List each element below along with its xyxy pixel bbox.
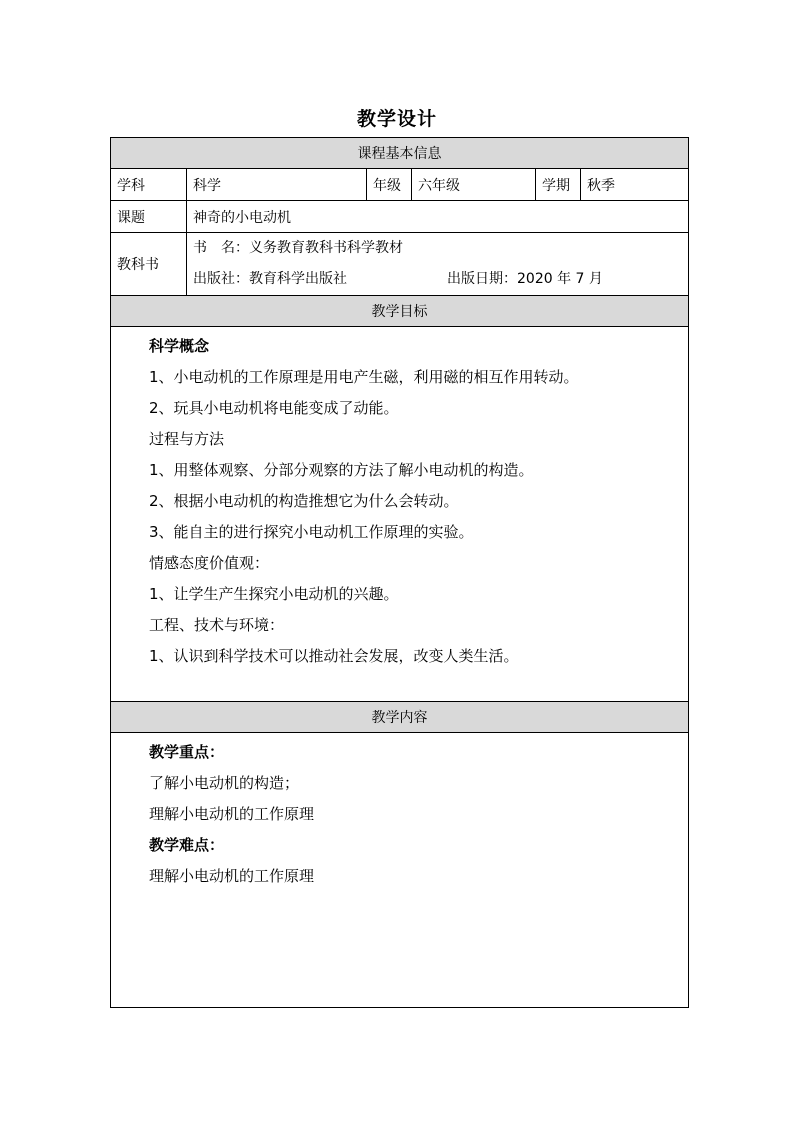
objectives-block bbox=[111, 327, 689, 702]
objective-line: 工程、技术与环境： bbox=[149, 616, 285, 634]
textbook-name: 书 名：义务教育教科书科学教材 bbox=[193, 240, 403, 256]
term-label: 学期 bbox=[536, 169, 581, 201]
basic-info-header-row bbox=[111, 138, 689, 169]
objective-line: 科学概念 bbox=[149, 337, 210, 355]
textbook-info bbox=[187, 233, 689, 296]
subject-label: 学科 bbox=[111, 169, 187, 201]
topic-row bbox=[111, 201, 689, 233]
content-row bbox=[111, 733, 689, 1008]
content-line: 教学重点： bbox=[149, 743, 225, 761]
objective-line: 过程与方法 bbox=[149, 430, 225, 448]
objective-line: 1、让学生产生探究小电动机的兴趣。 bbox=[149, 585, 399, 603]
objective-line: 3、能自主的进行探究小电动机工作原理的实验。 bbox=[149, 523, 474, 541]
content-line: 理解小电动机的工作原理 bbox=[149, 805, 315, 823]
objective-line: 1、小电动机的工作原理是用电产生磁，利用磁的相互作用转动。 bbox=[149, 368, 579, 386]
objective-line: 1、用整体观察、分部分观察的方法了解小电动机的构造。 bbox=[149, 461, 534, 479]
content-line: 理解小电动机的工作原理 bbox=[149, 867, 315, 885]
grade-value: 六年级 bbox=[412, 169, 536, 201]
topic-label: 课题 bbox=[111, 201, 187, 233]
page-title: 教学设计 bbox=[356, 108, 437, 130]
objectives-header-row bbox=[111, 296, 689, 327]
textbook-row bbox=[111, 233, 689, 296]
content-line: 教学难点： bbox=[149, 836, 225, 854]
objectives-header: 教学目标 bbox=[111, 296, 689, 327]
content-header-row bbox=[111, 702, 689, 733]
objective-line: 2、根据小电动机的构造推想它为什么会转动。 bbox=[149, 492, 459, 510]
textbook-label: 教科书 bbox=[111, 233, 187, 296]
objective-line: 情感态度价值观： bbox=[149, 554, 270, 572]
publish-date: 出版日期：2020 年 7 月 bbox=[447, 271, 603, 287]
topic-value: 神奇的小电动机 bbox=[187, 201, 689, 233]
content-block bbox=[111, 733, 689, 1008]
term-value: 秋季 bbox=[581, 169, 689, 201]
objectives-row bbox=[111, 327, 689, 702]
lesson-plan-table bbox=[110, 137, 689, 1008]
grade-label: 年级 bbox=[367, 169, 412, 201]
content-header: 教学内容 bbox=[111, 702, 689, 733]
publisher: 出版社：教育科学出版社 bbox=[193, 271, 347, 287]
objective-line: 2、玩具小电动机将电能变成了动能。 bbox=[149, 399, 399, 417]
basic-info-header: 课程基本信息 bbox=[111, 138, 689, 169]
content-line: 了解小电动机的构造； bbox=[149, 774, 300, 792]
publisher-line bbox=[187, 264, 688, 295]
subject-row bbox=[111, 169, 689, 201]
objective-line: 1、认识到科学技术可以推动社会发展，改变人类生活。 bbox=[149, 647, 519, 665]
subject-value: 科学 bbox=[187, 169, 367, 201]
